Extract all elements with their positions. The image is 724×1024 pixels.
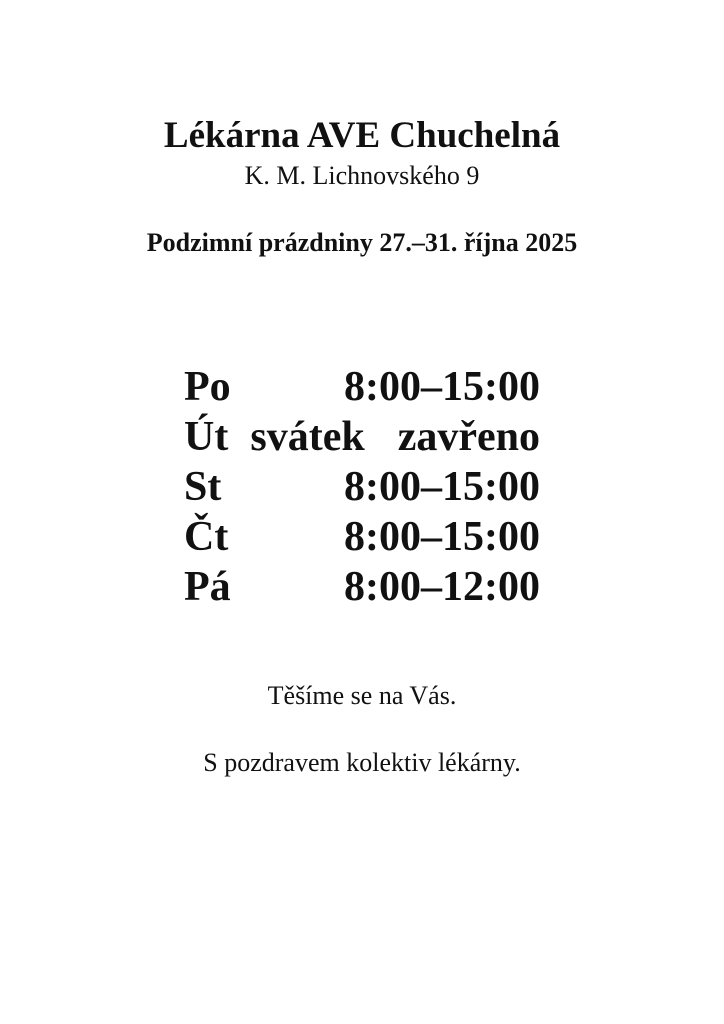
hours-value: 8:00–15:00 [344,464,540,510]
hours-value: 8:00–15:00 [344,514,540,560]
pharmacy-address: K. M. Lichnovského 9 [244,161,480,190]
signoff-text: S pozdravem kolektiv lékárny. [203,748,521,777]
day-label: Pá [184,564,231,610]
greeting-text: Těšíme se na Vás. [267,681,457,710]
day-label: Út [184,414,229,460]
day-label: Po [184,364,231,410]
hours-row-wednesday [184,462,540,512]
hours-value: 8:00–15:00 [344,364,540,410]
day-label: Čt [184,514,229,560]
hours-row-tuesday [184,412,540,462]
hours-value: svátek zavřeno [250,414,540,460]
hours-value: 8:00–12:00 [344,564,540,610]
day-label: St [184,464,222,510]
notice-heading: Podzimní prázdniny 27.–31. října 2025 [146,228,578,257]
hours-row-monday [184,362,540,412]
hours-row-friday [184,562,540,612]
hours-row-thursday [184,512,540,562]
pharmacy-name: Lékárna AVE Chuchelná [163,115,561,156]
opening-hours-table [184,362,540,612]
